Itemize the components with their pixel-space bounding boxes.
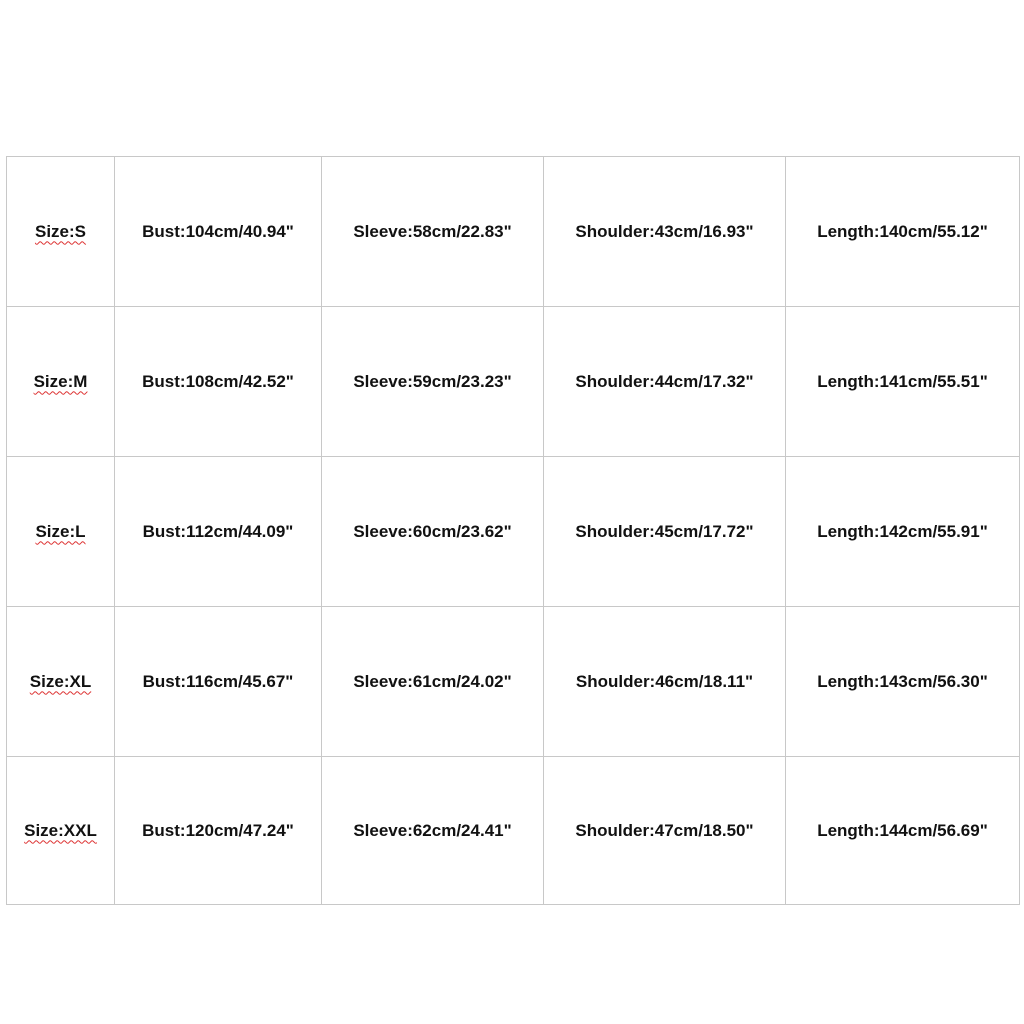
bust-cell: Bust:104cm/40.94" <box>115 157 322 307</box>
bust-cell: Bust:120cm/47.24" <box>115 757 322 905</box>
bust-cell: Bust:116cm/45.67" <box>115 607 322 757</box>
length-cell: Length:144cm/56.69" <box>786 757 1020 905</box>
size-label: Size:S <box>34 221 87 241</box>
size-cell <box>7 607 115 757</box>
size-cell <box>7 757 115 905</box>
size-cell <box>7 307 115 457</box>
sleeve-cell: Sleeve:61cm/24.02" <box>322 607 544 757</box>
shoulder-cell: Shoulder:43cm/16.93" <box>544 157 786 307</box>
shoulder-cell: Shoulder:47cm/18.50" <box>544 757 786 905</box>
table-row <box>7 607 1020 757</box>
table-row <box>7 457 1020 607</box>
bust-cell: Bust:108cm/42.52" <box>115 307 322 457</box>
size-label: Size:XXL <box>24 820 97 840</box>
size-chart-table <box>6 156 1020 905</box>
size-cell <box>7 457 115 607</box>
sleeve-cell: Sleeve:62cm/24.41" <box>322 757 544 905</box>
table-row <box>7 157 1020 307</box>
table-row <box>7 757 1020 905</box>
size-label: Size:L <box>35 521 86 541</box>
sleeve-cell: Sleeve:58cm/22.83" <box>322 157 544 307</box>
sleeve-cell: Sleeve:59cm/23.23" <box>322 307 544 457</box>
length-cell: Length:141cm/55.51" <box>786 307 1020 457</box>
bust-cell: Bust:112cm/44.09" <box>115 457 322 607</box>
table-row <box>7 307 1020 457</box>
length-cell: Length:142cm/55.91" <box>786 457 1020 607</box>
length-cell: Length:143cm/56.30" <box>786 607 1020 757</box>
sleeve-cell: Sleeve:60cm/23.62" <box>322 457 544 607</box>
size-label: Size:M <box>33 371 88 391</box>
shoulder-cell: Shoulder:44cm/17.32" <box>544 307 786 457</box>
size-label: Size:XL <box>29 671 92 691</box>
size-cell <box>7 157 115 307</box>
shoulder-cell: Shoulder:46cm/18.11" <box>544 607 786 757</box>
shoulder-cell: Shoulder:45cm/17.72" <box>544 457 786 607</box>
length-cell: Length:140cm/55.12" <box>786 157 1020 307</box>
